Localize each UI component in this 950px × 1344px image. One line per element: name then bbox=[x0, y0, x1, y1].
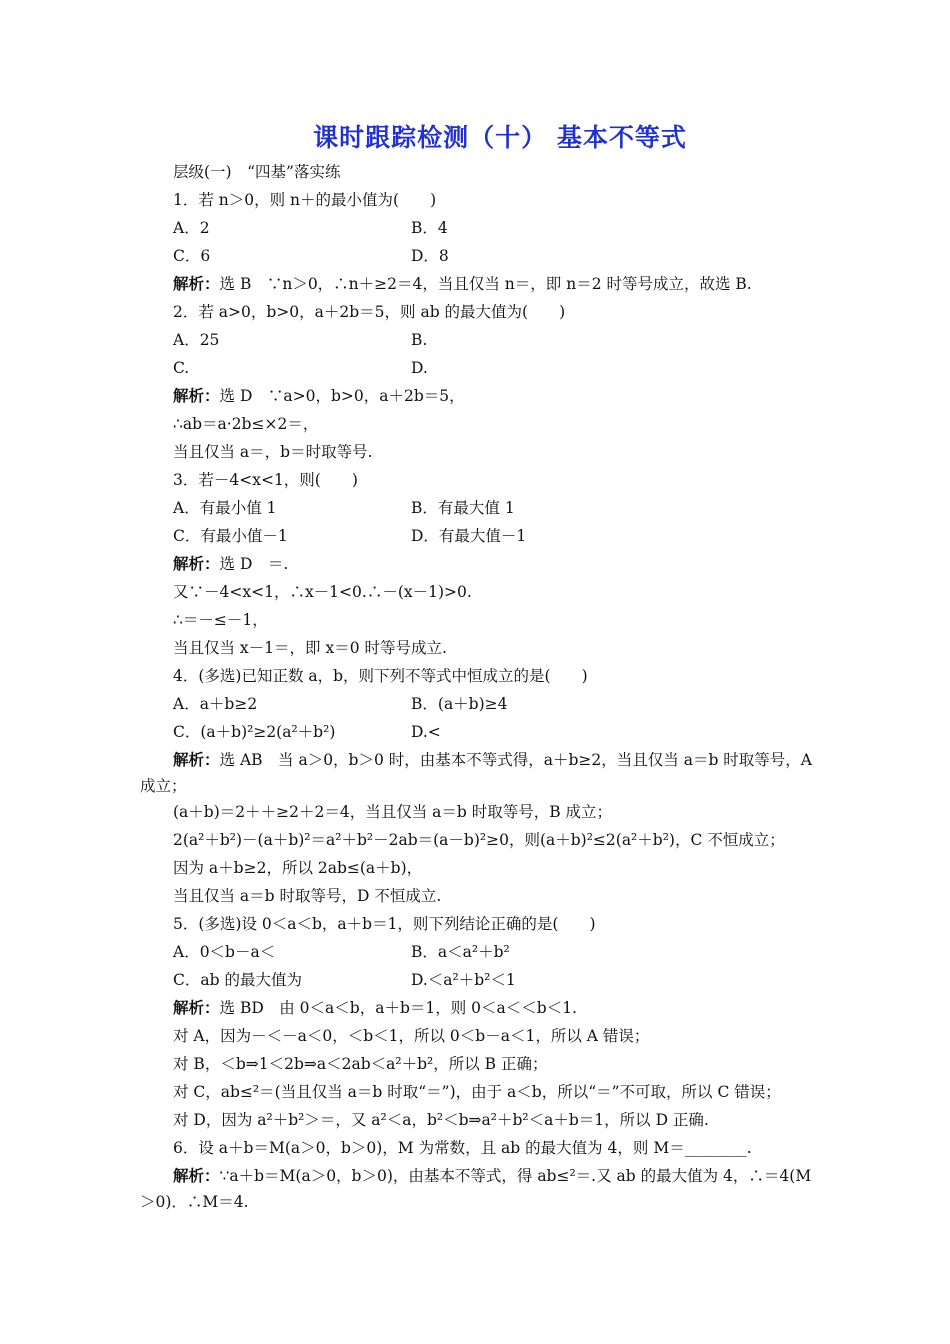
page-title: 课时跟踪检测（十） 基本不等式 bbox=[313, 123, 687, 152]
q1-option-a: A．2 bbox=[173, 219, 210, 237]
q5-solution-line-3: 对 B，＜b⇒1＜2b⇒a＜2ab＜a²＋b²，所以 B 正确； bbox=[173, 1055, 548, 1073]
q2-solution-text: 选 D ∵a>0，b>0，a＋2b＝5， bbox=[219, 387, 465, 405]
q1-option-b: B．4 bbox=[411, 219, 448, 237]
q1-stem: 1．若 n＞0，则 n＋的最小值为( ) bbox=[173, 191, 437, 209]
q4-solution-line-2: (a＋b)＝2＋＋≥2＋2＝4，当且仅当 a＝b 时取等号，B 成立； bbox=[173, 803, 613, 821]
q4-option-c: C．(a＋b)²≥2(a²＋b²) bbox=[173, 723, 336, 741]
q3-solution-text: 选 D ＝. bbox=[219, 555, 289, 573]
q4-solution-line-4: 因为 a＋b≥2，所以 2ab≤(a＋b)， bbox=[173, 859, 423, 877]
q2-solution bbox=[173, 386, 465, 406]
q1-option-c: C．6 bbox=[173, 247, 211, 265]
q6-solution bbox=[173, 1166, 811, 1186]
q4-stem: 4．(多选)已知正数 a，b，则下列不等式中恒成立的是( ) bbox=[173, 667, 588, 685]
q4-solution bbox=[173, 750, 812, 770]
q4-solution-text: 选 AB 当 a＞0，b＞0 时，由基本不等式得，a＋b≥2，当且仅当 a＝b 时取等号，A bbox=[219, 751, 812, 769]
solution-label: 解析： bbox=[173, 274, 220, 293]
q4-option-d: D.< bbox=[411, 723, 441, 741]
q3-stem: 3．若－4<x<1，则( ) bbox=[173, 471, 358, 489]
q5-solution-line-2: 对 A，因为－＜－a＜0，＜b＜1，所以 0＜b－a＜1，所以 A 错误； bbox=[173, 1027, 650, 1045]
solution-label: 解析： bbox=[173, 554, 220, 573]
q4-option-a: A．a＋b≥2 bbox=[173, 695, 258, 713]
q3-solution-line-2: 又∵－4<x<1，∴x－1<0.∴－(x－1)>0. bbox=[173, 583, 472, 601]
q3-option-c: C．有最小值－1 bbox=[173, 527, 288, 545]
q3-option-d: D．有最大值－1 bbox=[411, 527, 527, 545]
q2-option-c: C. bbox=[173, 359, 190, 377]
solution-label: 解析： bbox=[173, 750, 220, 769]
q1-solution-text: 选 B ∵n＞0，∴n＋≥2＝4，当且仅当 n＝，即 n＝2 时等号成立，故选 B. bbox=[219, 275, 752, 293]
q3-solution-line-3: ∴＝－≤－1， bbox=[173, 611, 268, 629]
q4-solution-line-3: 2(a²＋b²)－(a＋b)²＝a²＋b²－2ab＝(a－b)²≥0，则(a＋b)²≤2(a²＋b²)，C 不恒成立； bbox=[173, 831, 785, 849]
q1-option-d: D．8 bbox=[411, 247, 449, 265]
q6-solution-wrap: ＞0)．∴M＝4. bbox=[140, 1193, 249, 1211]
q5-option-d: D.＜a²＋b²＜1 bbox=[411, 971, 516, 989]
q2-option-a: A．25 bbox=[173, 331, 220, 349]
q2-option-b: B. bbox=[411, 331, 428, 349]
q5-stem: 5．(多选)设 0＜a＜b，a＋b＝1，则下列结论正确的是( ) bbox=[173, 915, 596, 933]
q3-solution bbox=[173, 554, 288, 574]
q2-stem: 2．若 a>0，b>0，a＋2b＝5，则 ab 的最大值为( ) bbox=[173, 303, 566, 321]
solution-label: 解析： bbox=[173, 1166, 220, 1185]
q2-option-d: D. bbox=[411, 359, 428, 377]
q5-solution-text: 选 BD 由 0＜a＜b，a＋b＝1，则 0＜a＜＜b＜1. bbox=[219, 999, 577, 1017]
q1-solution bbox=[173, 274, 752, 294]
q5-solution-line-5: 对 D，因为 a²＋b²＞＝，又 a²＜a，b²＜b⇒a²＋b²＜a＋b＝1，所以 D 正确. bbox=[173, 1111, 709, 1129]
q4-solution-wrap: 成立； bbox=[140, 777, 187, 795]
q3-option-a: A．有最小值 1 bbox=[173, 499, 277, 517]
q2-solution-line-2: ∴ab＝a·2b≤×2＝， bbox=[173, 415, 319, 433]
section-heading: 层级(一) “四基”落实练 bbox=[173, 163, 341, 181]
q3-option-b: B．有最大值 1 bbox=[411, 499, 515, 517]
q6-solution-text: ∵a＋b＝M(a＞0，b＞0)，由基本不等式，得 ab≤²＝.又 ab 的最大值为 4，∴＝4(M bbox=[219, 1167, 812, 1185]
q6-stem: 6．设 a＋b＝M(a＞0，b＞0)，M 为常数，且 ab 的最大值为 4，则 M＝________. bbox=[173, 1139, 752, 1157]
q5-option-a: A．0＜b－a＜ bbox=[173, 943, 276, 961]
q5-option-b: B．a＜a²＋b² bbox=[411, 943, 510, 961]
q5-solution-line-4: 对 C，ab≤²＝(当且仅当 a＝b 时取“＝”)，由于 a＜b，所以“＝”不可取，所以 C 错误； bbox=[173, 1083, 781, 1101]
solution-label: 解析： bbox=[173, 998, 220, 1017]
q5-option-c: C．ab 的最大值为 bbox=[173, 971, 302, 989]
q3-solution-line-4: 当且仅当 x－1＝，即 x＝0 时等号成立. bbox=[173, 639, 447, 657]
q4-solution-line-5: 当且仅当 a＝b 时取等号，D 不恒成立. bbox=[173, 887, 442, 905]
q4-option-b: B．(a＋b)≥4 bbox=[411, 695, 508, 713]
solution-label: 解析： bbox=[173, 386, 220, 405]
q5-solution bbox=[173, 998, 577, 1018]
q2-solution-line-3: 当且仅当 a＝，b＝时取等号. bbox=[173, 443, 373, 461]
